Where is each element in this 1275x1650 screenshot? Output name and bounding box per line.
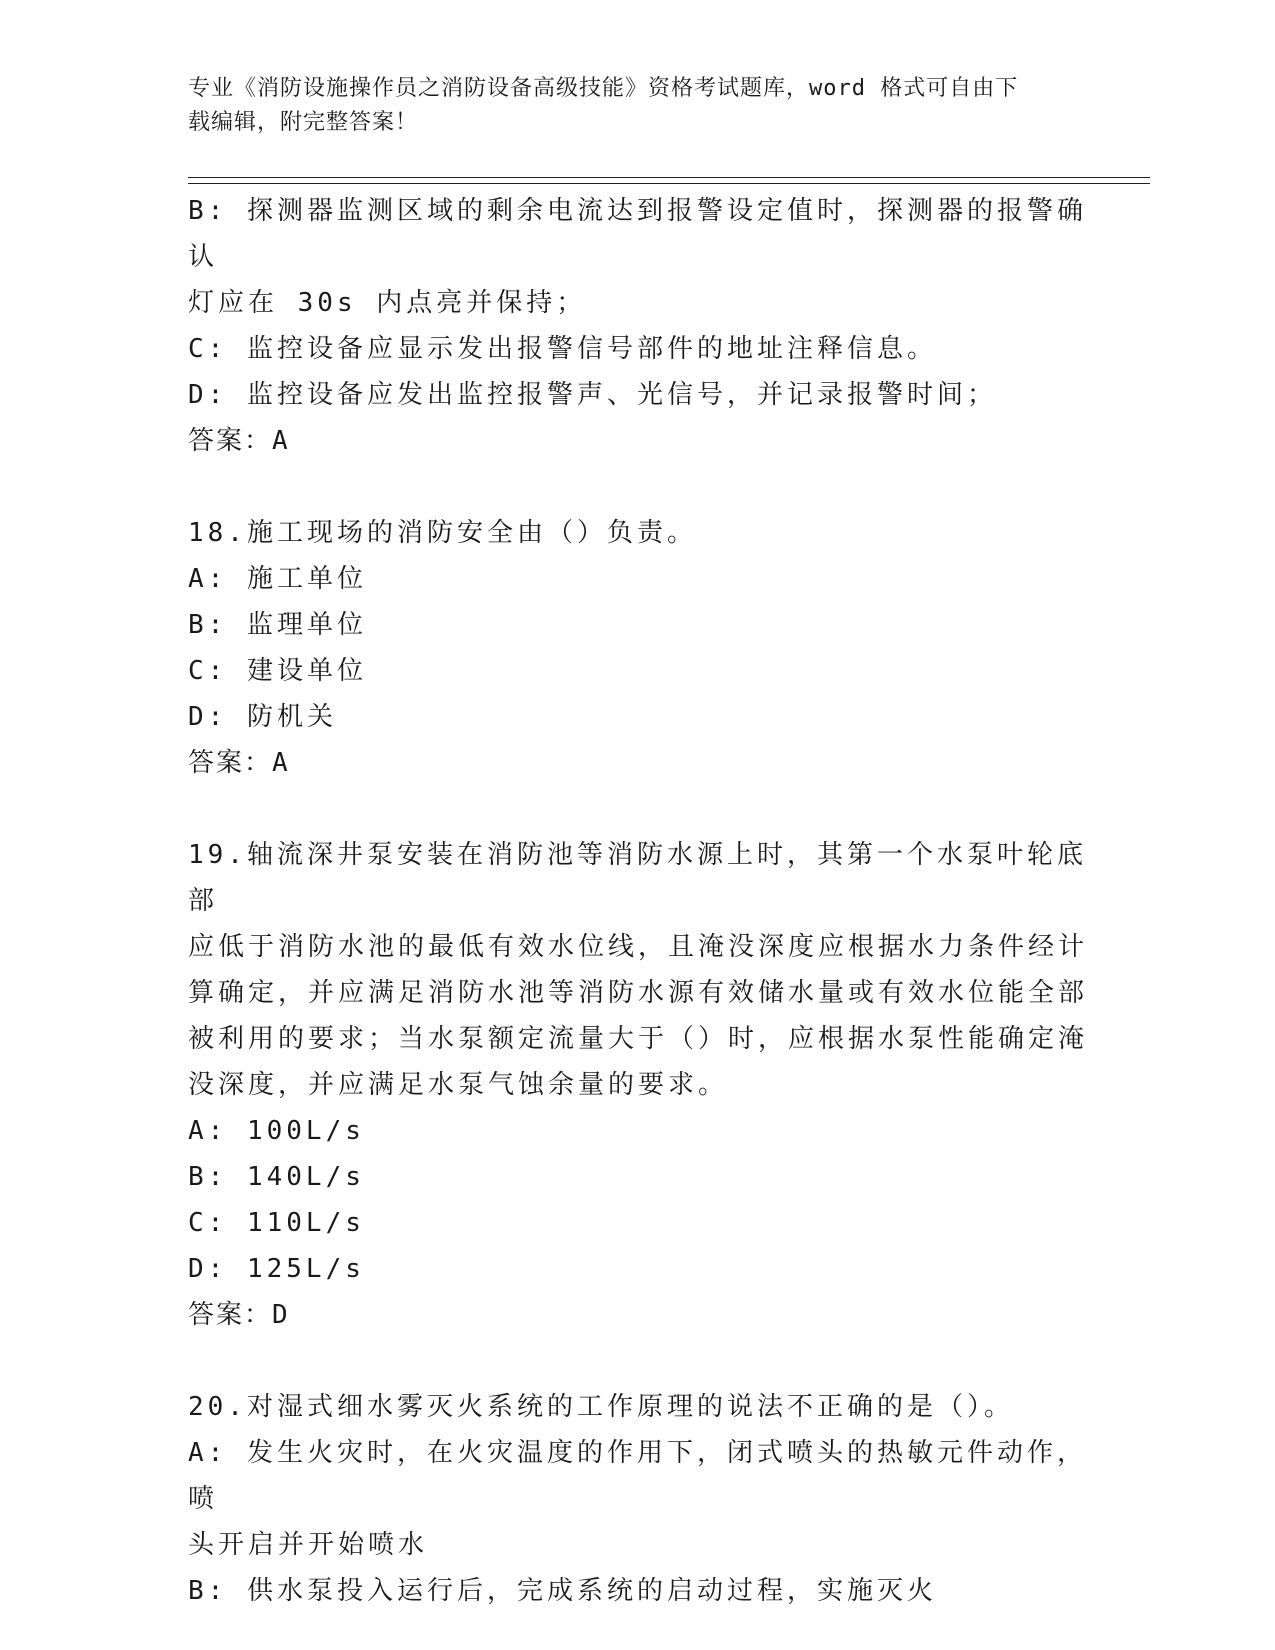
- option-a: 头开启并开始喷水: [188, 1530, 429, 1560]
- question-stem: 没深度，并应满足水泵气蚀余量的要求。: [188, 1070, 729, 1100]
- option-a: A: 发生火灾时，在火灾温度的作用下，闭式喷头的热敏元件动作，喷: [188, 1438, 1087, 1514]
- spacer: [188, 1338, 1088, 1384]
- answer: 答案：A: [188, 748, 290, 778]
- option-b: B: 140L/s: [188, 1162, 365, 1192]
- option-d: D: 防机关: [188, 702, 337, 732]
- question-18: [188, 510, 1088, 786]
- option-a: A: 100L/s: [188, 1116, 365, 1146]
- question-19: [188, 832, 1088, 1338]
- option-b: 灯应在 30s 内点亮并保持；: [188, 288, 587, 318]
- option-d: D: 监控设备应发出监控报警声、光信号，并记录报警时间；: [188, 380, 997, 410]
- option-a: A: 施工单位: [188, 564, 367, 594]
- header-line: 专业《消防设施操作员之消防设备高级技能》资格考试题库，word 格式可自由下: [188, 76, 1019, 101]
- question-stem: 18.施工现场的消防安全由（）负责。: [188, 518, 697, 548]
- header-divider: [188, 177, 1150, 178]
- option-d: D: 125L/s: [188, 1254, 365, 1284]
- question-20: [188, 1384, 1088, 1614]
- spacer: [188, 464, 1088, 510]
- option-b: B: 供水泵投入运行后，完成系统的启动过程，实施灭火: [188, 1576, 937, 1606]
- answer: 答案：D: [188, 1300, 290, 1330]
- answer: 答案：A: [188, 426, 290, 456]
- option-c: C: 监控设备应显示发出报警信号部件的地址注释信息。: [188, 334, 937, 364]
- option-c: C: 建设单位: [188, 656, 367, 686]
- document-header: [188, 72, 1088, 140]
- question-stem: 20.对湿式细水雾灭火系统的工作原理的说法不正确的是（）。: [188, 1392, 1014, 1422]
- question-17-tail: [188, 188, 1088, 464]
- spacer: [188, 786, 1088, 832]
- question-stem: 被利用的要求；当水泵额定流量大于（）时，应根据水泵性能确定淹: [188, 1024, 1089, 1054]
- question-stem: 19.轴流深井泵安装在消防池等消防水源上时，其第一个水泵叶轮底部: [188, 840, 1087, 916]
- question-stem: 算确定，并应满足消防水池等消防水源有效储水量或有效水位能全部: [188, 978, 1089, 1008]
- header-line: 载编辑，附完整答案！: [188, 110, 419, 135]
- option-b: B: 探测器监测区域的剩余电流达到报警设定值时，探测器的报警确认: [188, 196, 1087, 272]
- question-stem: 应低于消防水池的最低有效水位线，且淹没深度应根据水力条件经计: [188, 932, 1089, 962]
- option-c: C: 110L/s: [188, 1208, 365, 1238]
- question-list: [188, 188, 1088, 1614]
- header-divider: [188, 183, 1150, 184]
- option-b: B: 监理单位: [188, 610, 367, 640]
